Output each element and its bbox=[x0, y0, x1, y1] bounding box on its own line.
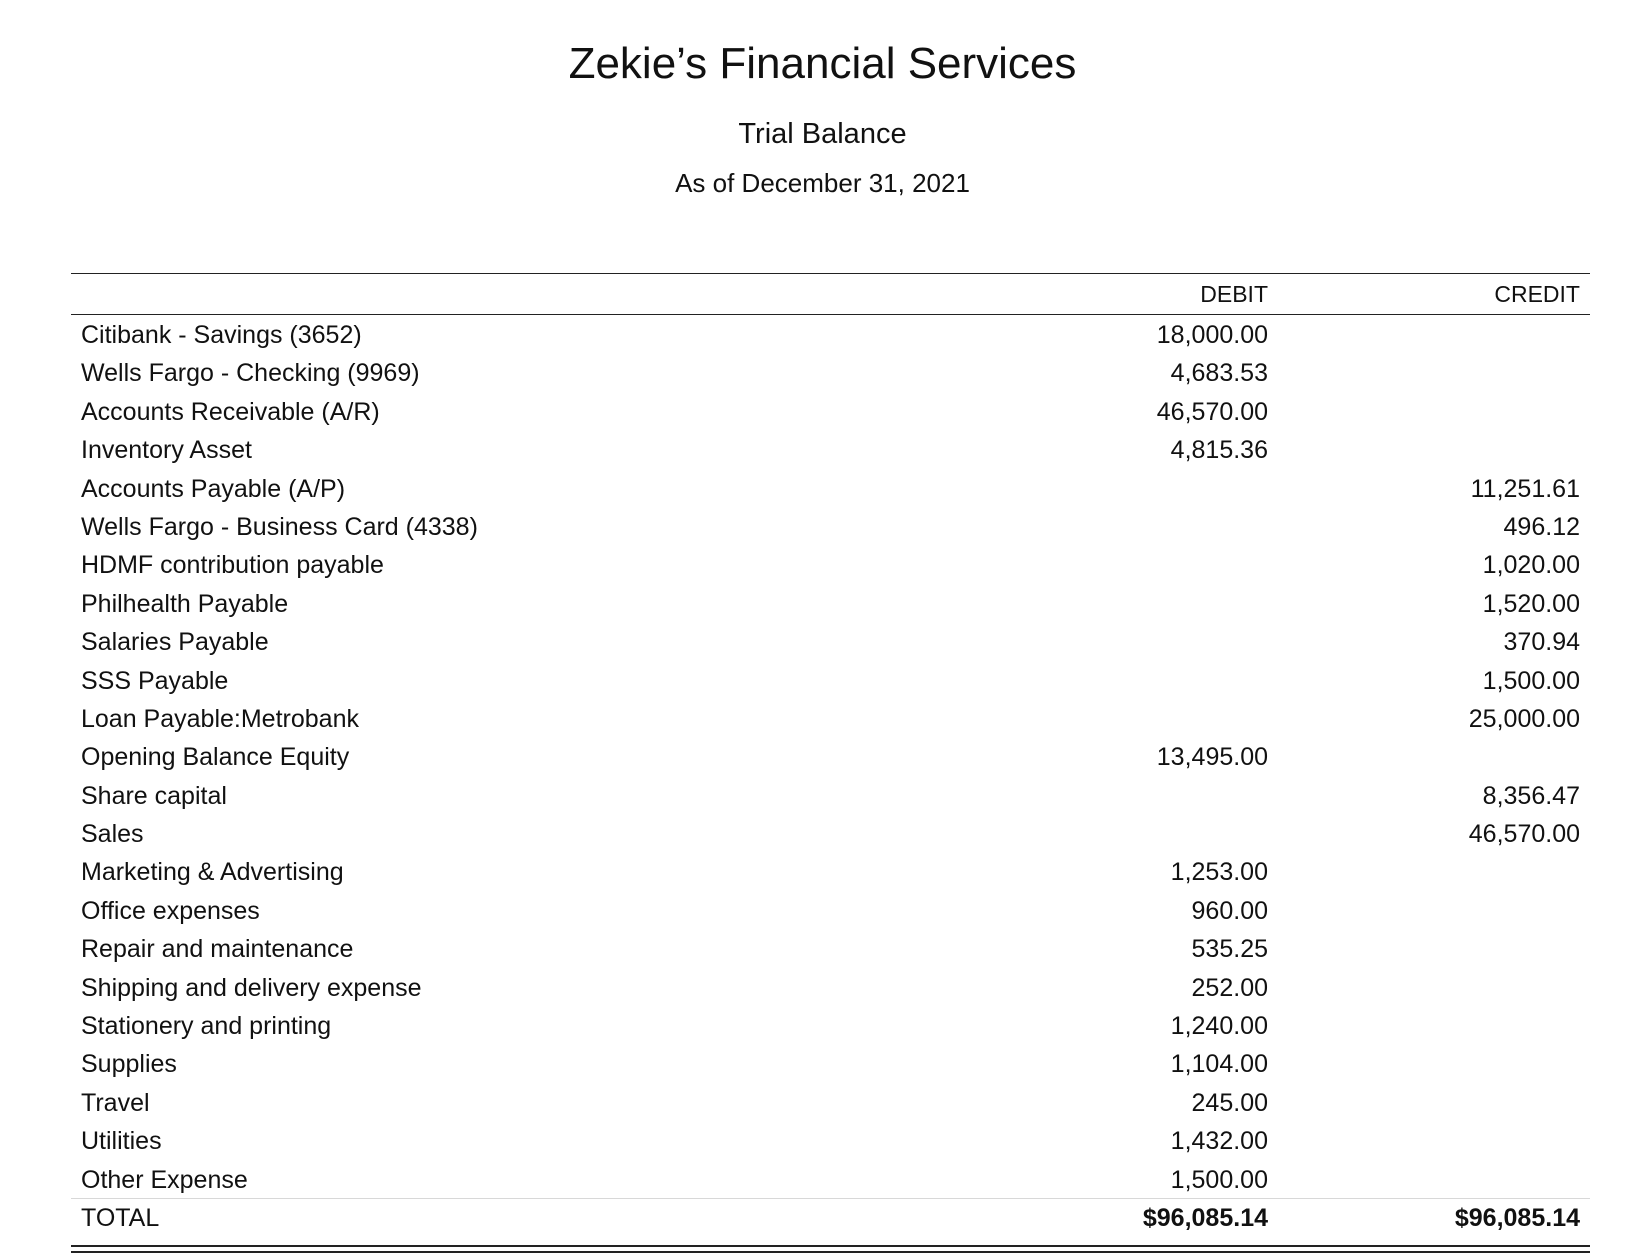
trial-balance-table bbox=[71, 273, 1590, 1253]
table-row bbox=[71, 1160, 1590, 1198]
debit-amount: 4,683.53 bbox=[1170, 359, 1268, 388]
account-name: Inventory Asset bbox=[81, 436, 252, 465]
table-row bbox=[71, 392, 1590, 430]
account-name: Salaries Payable bbox=[81, 628, 269, 657]
table-row bbox=[71, 353, 1590, 391]
debit-column-header: DEBIT bbox=[1200, 281, 1268, 307]
table-row bbox=[71, 891, 1590, 929]
table-row bbox=[71, 315, 1590, 353]
debit-amount: 1,104.00 bbox=[1170, 1050, 1268, 1079]
table-row bbox=[71, 622, 1590, 660]
total-debit: $96,085.14 bbox=[1142, 1203, 1268, 1232]
report-title: Trial Balance bbox=[738, 118, 907, 150]
account-name: Accounts Payable (A/P) bbox=[81, 474, 346, 503]
table-row bbox=[71, 545, 1590, 583]
table-row bbox=[71, 814, 1590, 852]
table-row bbox=[71, 430, 1590, 468]
debit-amount: 4,815.36 bbox=[1170, 436, 1268, 465]
table-row bbox=[71, 469, 1590, 507]
credit-amount: 1,520.00 bbox=[1482, 589, 1580, 618]
total-label: TOTAL bbox=[81, 1203, 160, 1232]
credit-amount: 370.94 bbox=[1503, 628, 1580, 657]
account-name: HDMF contribution payable bbox=[81, 551, 384, 580]
debit-amount: 46,570.00 bbox=[1156, 397, 1268, 426]
report-date: As of December 31, 2021 bbox=[675, 168, 970, 198]
debit-amount: 13,495.00 bbox=[1156, 743, 1268, 772]
table-row bbox=[71, 852, 1590, 890]
account-name: Marketing & Advertising bbox=[81, 858, 344, 887]
total-row bbox=[71, 1198, 1590, 1239]
table-row bbox=[71, 1121, 1590, 1159]
table-row bbox=[71, 929, 1590, 967]
credit-amount: 1,020.00 bbox=[1482, 551, 1580, 580]
table-row bbox=[71, 584, 1590, 622]
account-name: SSS Payable bbox=[81, 666, 229, 695]
credit-amount: 1,500.00 bbox=[1482, 666, 1580, 695]
total-credit: $96,085.14 bbox=[1454, 1203, 1580, 1232]
table-row bbox=[71, 737, 1590, 775]
account-name: Utilities bbox=[81, 1127, 162, 1156]
account-name: Citibank - Savings (3652) bbox=[81, 321, 362, 349]
table-row bbox=[71, 1083, 1590, 1121]
debit-amount: 245.00 bbox=[1191, 1088, 1268, 1117]
account-name: Sales bbox=[81, 820, 144, 849]
debit-amount: 252.00 bbox=[1191, 973, 1268, 1002]
account-name: Stationery and printing bbox=[81, 1012, 332, 1041]
account-name: Wells Fargo - Business Card (4338) bbox=[81, 512, 478, 541]
credit-amount: 11,251.61 bbox=[1470, 474, 1580, 503]
credit-amount: 25,000.00 bbox=[1468, 704, 1580, 733]
table-row bbox=[71, 968, 1590, 1006]
table-row bbox=[71, 1006, 1590, 1044]
table-header-row bbox=[71, 273, 1590, 315]
table-row bbox=[71, 1044, 1590, 1082]
account-name: Office expenses bbox=[81, 896, 260, 925]
credit-amount: 46,570.00 bbox=[1468, 820, 1580, 849]
debit-amount: 1,253.00 bbox=[1170, 858, 1268, 887]
debit-amount: 535.25 bbox=[1191, 935, 1268, 964]
account-name: Shipping and delivery expense bbox=[81, 973, 422, 1002]
company-name: Zekie’s Financial Services bbox=[568, 39, 1077, 88]
debit-amount: 1,500.00 bbox=[1170, 1165, 1268, 1194]
credit-amount: 496.12 bbox=[1503, 512, 1580, 541]
table-row bbox=[71, 507, 1590, 545]
table-body bbox=[71, 315, 1590, 1198]
credit-column-header: CREDIT bbox=[1494, 281, 1580, 307]
credit-amount: 8,356.47 bbox=[1482, 781, 1580, 810]
table-row bbox=[71, 661, 1590, 699]
account-name: Loan Payable:Metrobank bbox=[81, 704, 359, 733]
account-name: Opening Balance Equity bbox=[81, 743, 350, 772]
table-row bbox=[71, 776, 1590, 814]
account-name: Travel bbox=[81, 1088, 150, 1117]
debit-amount: 1,432.00 bbox=[1170, 1127, 1268, 1156]
table-row bbox=[71, 699, 1590, 737]
account-name: Philhealth Payable bbox=[81, 589, 289, 618]
account-name: Wells Fargo - Checking (9969) bbox=[81, 359, 420, 388]
debit-amount: 960.00 bbox=[1191, 896, 1268, 925]
debit-amount: 18,000.00 bbox=[1156, 321, 1268, 349]
account-name: Share capital bbox=[81, 781, 227, 810]
account-name: Supplies bbox=[81, 1050, 177, 1079]
account-name: Accounts Receivable (A/R) bbox=[81, 397, 380, 426]
account-name: Repair and maintenance bbox=[81, 935, 354, 964]
account-name: Other Expense bbox=[81, 1165, 248, 1194]
debit-amount: 1,240.00 bbox=[1170, 1012, 1268, 1041]
